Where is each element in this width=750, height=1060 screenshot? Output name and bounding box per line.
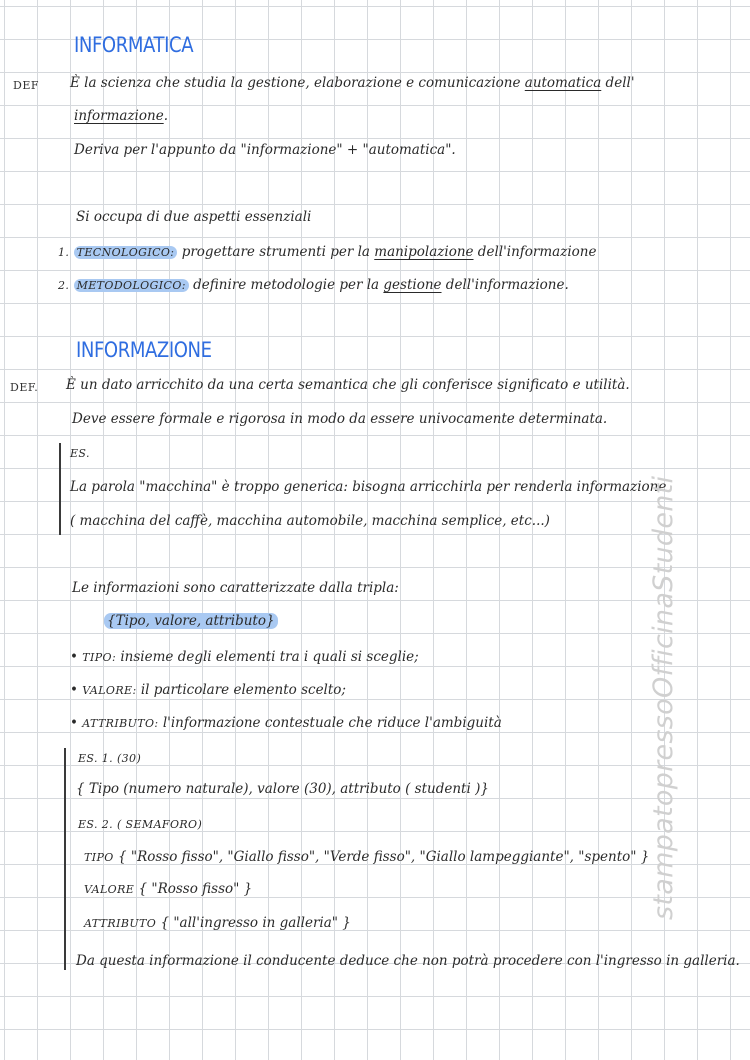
example-bracket-line [59,443,61,535]
example-1-title: ES. 1. (30) [78,752,142,765]
bullet-attributo: • ATTRIBUTO: l'informazione contestuale che riduce l'ambiguità [70,715,502,731]
definition-line-2: Deve essere formale e rigorosa in modo da essere univocamente determinata. [72,411,608,427]
example-1-body: { Tipo (numero naturale), valore (30), attributo ( studenti )} [76,781,489,797]
bullet-icon: • [70,715,83,731]
highlighted-label: TECNOLOGICO: [74,246,178,259]
list-item: 2. METODOLOGICO: definire metodologie per la gestione dell'informazione. [58,277,569,293]
example-2-attributo: ATTRIBUTO { "all'ingresso in galleria" } [84,915,351,931]
bullet-tipo: • TIPO: insieme degli elementi tra i quali si sceglie; [70,649,419,665]
aspects-intro: Si occupa di due aspetti essenziali [76,209,312,225]
example-line-1: La parola "macchina" è troppo generica: bisogna arricchirla per renderla informazione [70,479,667,495]
example-label: ES. [70,447,90,460]
definition-line-1: È un dato arricchito da una certa semantica che gli conferisce significato e utilità. [66,377,630,393]
watermark: stampatopressoOfficinaStudenti [648,475,679,920]
definition-line-2: informazione. [74,108,168,124]
def-tag: DEF [13,79,39,92]
derivation-line: Deriva per l'appunto da "informazione" + "automatica". [74,142,456,158]
underlined-term: automatica [524,75,602,91]
underlined-term: informazione [74,108,164,124]
example-line-2: ( macchina del caffè, macchina automobile, macchina semplice, etc...) [70,513,550,529]
example-bracket-line [64,748,66,970]
example-2-tipo: TIPO { "Rosso fisso", "Giallo fisso", "Verde fisso", "Giallo lampeggiante", "spento" } [84,849,650,865]
section-title-informazione: INFORMAZIONE [76,338,212,362]
bullet-icon: • [70,682,83,698]
highlighted-label: METODOLOGICO: [74,279,189,292]
list-item: 1. TECNOLOGICO: progettare strumenti per la manipolazione dell'informazione [58,244,597,260]
triple-intro: Le informazioni sono caratterizzate dalla tripla: [72,580,399,596]
example-2-title: ES. 2. ( SEMAFORO) [78,818,203,831]
triple-highlight: {Tipo, valore, attributo} [104,613,278,629]
section-title-informatica: INFORMATICA [74,33,194,57]
underlined-term: gestione [383,277,442,293]
example-2-valore: VALORE { "Rosso fisso" } [84,881,253,897]
def-tag: DEF. [10,381,39,394]
bullet-icon: • [70,649,83,665]
underlined-term: manipolazione [374,244,474,260]
bullet-valore: • VALORE: il particolare elemento scelto; [70,682,346,698]
conclusion-line: Da questa informazione il conducente deduce che non potrà procedere con l'ingresso in galleria. [76,953,740,969]
definition-line-1: È la scienza che studia la gestione, elaborazione e comunicazione automatica dell' [70,75,635,91]
